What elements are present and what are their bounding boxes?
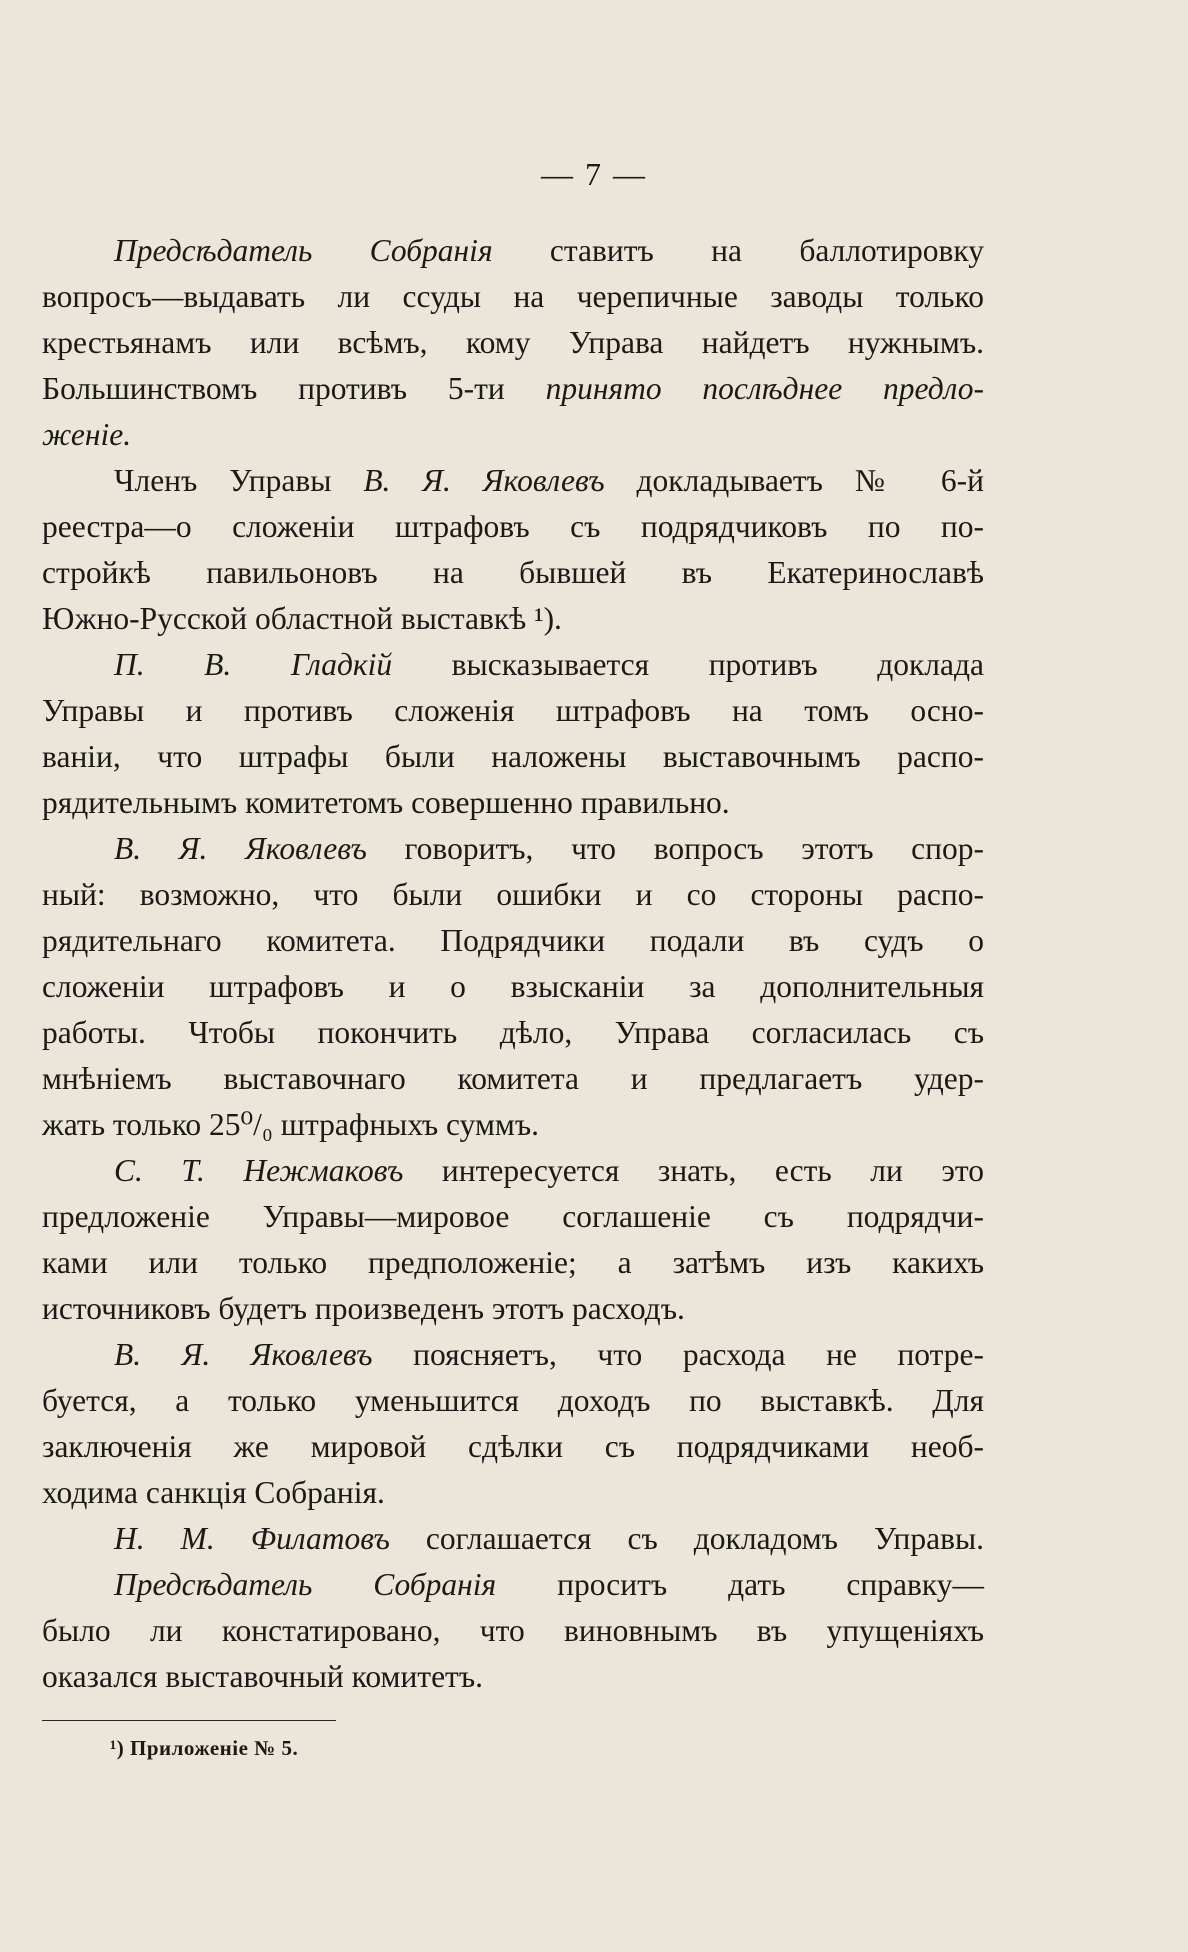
text-line [42,1516,984,1562]
text-line [42,1286,984,1332]
text-line [42,734,984,780]
text-segment: жать только 25⁰/₀ штрафныхъ суммъ. [42,1107,539,1142]
text-segment: проситъ дать справку— [496,1567,984,1602]
text-line [42,964,984,1010]
text-line [42,1470,984,1516]
text-segment: Членъ Управы [114,463,364,498]
text-segment: оказался выставочный комитетъ. [42,1659,483,1694]
text-segment: рядительнаго комитета. Подрядчики подали въ судъ о [42,923,984,958]
text-line [42,412,984,458]
text-line [42,1194,984,1240]
text-line [42,872,984,918]
italic-name: В. Я. Яковлевъ [114,831,367,866]
text-line [42,1148,984,1194]
text-line [42,320,984,366]
text-segment: стройкѣ павильоновъ на бывшей въ Екатеринославѣ [42,555,984,590]
footnote: ¹) Приложеніе № 5. [110,1736,299,1760]
text-segment: докладываетъ № 6-й [604,463,984,498]
text-line [42,780,984,826]
text-segment: Южно-Русской областной выставкѣ ¹). [42,601,562,636]
text-segment: рядительнымъ комитетомъ совершенно правильно. [42,785,730,820]
text-line [42,1102,984,1148]
text-segment: ходима санкція Собранія. [42,1475,385,1510]
text-line [42,1562,984,1608]
text-line [42,504,984,550]
text-segment: Большинствомъ противъ 5-ти [42,371,546,406]
text-line [42,918,984,964]
text-segment: интересуется знать, есть ли это [403,1153,984,1188]
text-segment: работы. Чтобы покончить дѣло, Управа согласилась съ [42,1015,984,1050]
text-line [42,1240,984,1286]
text-line [42,1654,984,1700]
text-segment: ставитъ на баллотировку [492,233,985,268]
text-segment: ный: возможно, что были ошибки и со стороны распо- [42,877,984,912]
text-line [42,688,984,734]
text-segment: ваніи, что штрафы были наложены выставочнымъ распо- [42,739,984,774]
text-segment: заключенія же мировой сдѣлки съ подрядчиками необ- [42,1429,984,1464]
page-number: — 7 — [541,156,647,192]
italic-name: женіе. [42,417,132,452]
text-segment: ками или только предположеніе; а затѣмъ изъ какихъ [42,1245,984,1280]
text-segment: источниковъ будетъ произведенъ этотъ расходъ. [42,1291,685,1326]
text-line [42,1378,984,1424]
italic-name: принято послѣднее предло- [545,371,985,406]
text-line [42,1056,984,1102]
footnote-divider [42,1720,336,1721]
text-segment: вопросъ—выдавать ли ссуды на черепичные заводы только [42,279,984,314]
text-line [42,366,984,412]
text-segment: говоритъ, что вопросъ этотъ спор- [366,831,984,866]
text-line [42,1608,984,1654]
text-segment: предложеніе Управы—мировое соглашеніе съ подрядчи- [42,1199,984,1234]
text-line [42,1332,984,1378]
text-segment: буется, а только уменьшится доходъ по выставкѣ. Для [42,1383,984,1418]
text-segment: поясняетъ, что расхода не потре- [372,1337,985,1372]
text-line [42,550,984,596]
text-line [42,228,984,274]
text-line [42,642,984,688]
text-segment: мнѣніемъ выставочнаго комитета и предлагаетъ удер- [42,1061,984,1096]
italic-name: В. Я. Яковлевъ [363,463,605,498]
text-segment: сложеніи штрафовъ и о взысканіи за дополнительныя [42,969,984,1004]
italic-name: С. Т. Нежмаковъ [114,1153,404,1188]
body-text [42,228,984,1700]
text-line [42,1424,984,1470]
italic-name: Предсѣдатель Собранія [114,1567,497,1602]
italic-name: Предсѣдатель Собранія [114,233,493,268]
italic-name: В. Я. Яковлевъ [114,1337,373,1372]
text-segment: реестра—о сложеніи штрафовъ съ подрядчиковъ по по- [42,509,984,544]
text-line [42,596,984,642]
text-line [42,1010,984,1056]
text-line [42,458,984,504]
text-segment: было ли констатировано, что виновнымъ въ упущеніяхъ [42,1613,984,1648]
italic-name: П. В. Гладкій [114,647,393,682]
text-segment: высказывается противъ доклада [392,647,984,682]
text-segment: крестьянамъ или всѣмъ, кому Управа найдетъ нужнымъ. [42,325,984,360]
italic-name: Н. М. Филатовъ [114,1521,390,1556]
text-segment: Управы и противъ сложенія штрафовъ на томъ осно- [42,693,984,728]
text-segment: соглашается съ докладомъ Управы. [389,1521,985,1556]
text-line [42,826,984,872]
text-line [42,274,984,320]
